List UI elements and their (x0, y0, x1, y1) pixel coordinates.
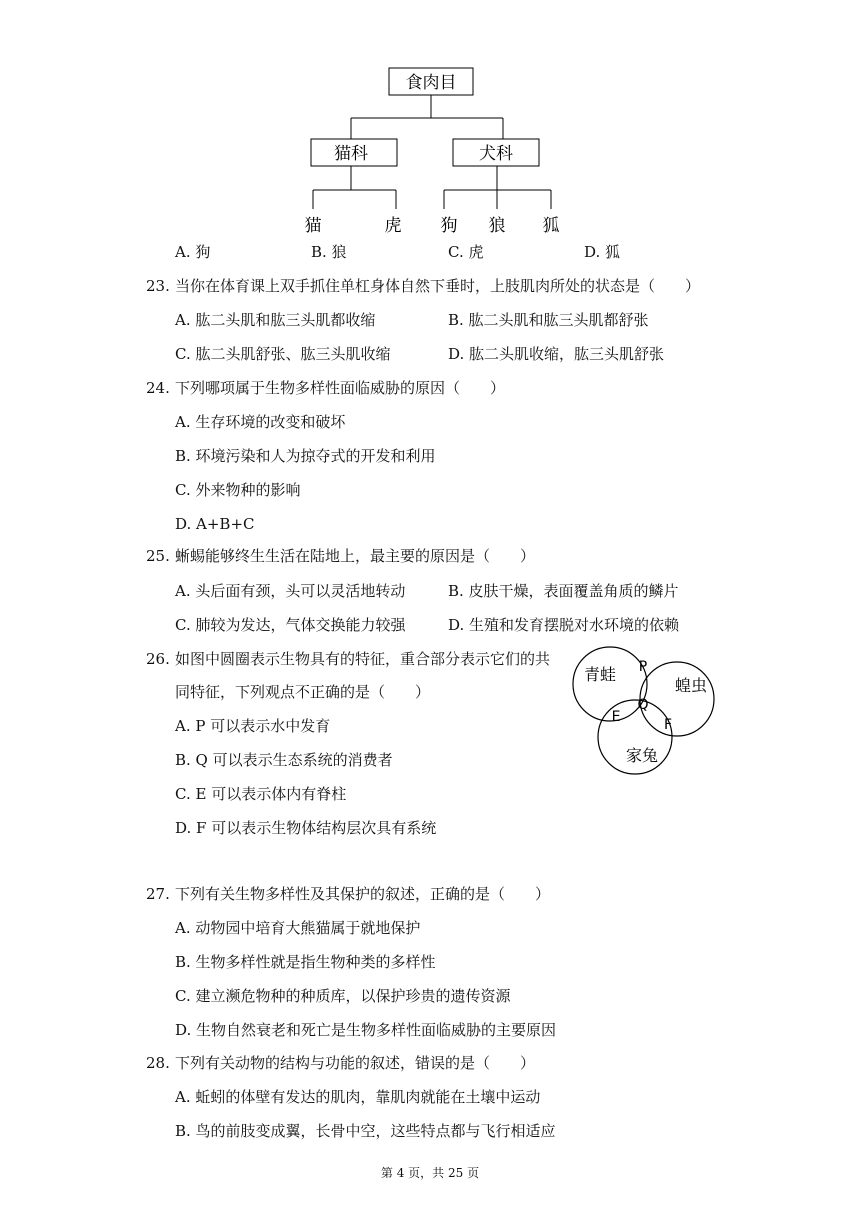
q25-stem: 蜥蜴能够终生生活在陆地上，最主要的原因是（ ） (175, 547, 536, 565)
q23-option-c: C. 肱二头肌舒张、肱三头肌收缩 (175, 345, 391, 363)
q25-option-c: C. 肺较为发达，气体交换能力较强 (175, 616, 406, 634)
q24-stem: 下列哪项属于生物多样性面临威胁的原因（ ） (175, 379, 506, 397)
q24-option-a: A. 生存环境的改变和破坏 (175, 413, 346, 431)
tree-leaf-fox: 狐 (542, 216, 560, 236)
q26-stem-line1: 如图中圆圈表示生物具有的特征，重合部分表示它们的共 (175, 650, 551, 668)
q26-option-a: A. P 可以表示水中发育 (175, 717, 331, 735)
venn-label-rabbit: 家兔 (625, 746, 659, 765)
tree-svg (0, 0, 860, 245)
q24-option-c: C. 外来物种的影响 (175, 481, 301, 499)
tree-leaf-dog: 狗 (440, 216, 458, 236)
tree-root-label: 食肉目 (405, 73, 457, 93)
q27-stem: 下列有关生物多样性及其保护的叙述，正确的是（ ） (175, 885, 551, 903)
q27-option-a: A. 动物园中培育大熊猫属于就地保护 (175, 919, 421, 937)
page-footer: 第 4 页，共 25 页 (380, 1166, 480, 1180)
q22-option-c: C. 虎 (448, 243, 484, 261)
q28-option-a: A. 蚯蚓的体壁有发达的肌肉，靠肌肉就能在土壤中运动 (175, 1088, 541, 1106)
q24-option-b: B. 环境污染和人为掠夺式的开发和利用 (175, 447, 436, 465)
q27-option-b: B. 生物多样性就是指生物种类的多样性 (175, 953, 436, 971)
q24-option-d: D. A+B+C (175, 515, 255, 533)
q27-option-c: C. 建立濒危物种的种质库，以保护珍贵的遗传资源 (175, 987, 511, 1005)
tree-family-dog-label: 犬科 (479, 144, 513, 164)
q23-option-d: D. 肱二头肌收缩，肱三头肌舒张 (448, 345, 665, 363)
venn-circle-locust (640, 662, 714, 736)
q23-number: 23. (146, 277, 170, 295)
q28-option-b: B. 鸟的前肢变成翼，长骨中空，这些特点都与飞行相适应 (175, 1122, 556, 1140)
q26-option-d: D. F 可以表示生物体结构层次具有系统 (175, 819, 437, 837)
q28-number: 28. (146, 1054, 170, 1072)
q25-option-d: D. 生殖和发育摆脱对水环境的依赖 (448, 616, 680, 634)
q27-option-d: D. 生物自然衰老和死亡是生物多样性面临威胁的主要原因 (175, 1021, 557, 1039)
q26-stem-line2: 同特征，下列观点不正确的是（ ） (175, 683, 431, 701)
q25-number: 25. (146, 547, 170, 565)
q22-option-b: B. 狼 (311, 243, 347, 261)
tree-leaf-tiger: 虎 (384, 216, 402, 236)
q26-number: 26. (146, 650, 170, 668)
tree-family-cat-label: 猫科 (334, 144, 368, 164)
venn-region-e: E (611, 709, 621, 725)
venn-region-p: P (638, 659, 648, 675)
venn-diagram (560, 640, 730, 785)
q25-option-b: B. 皮肤干燥，表面覆盖角质的鳞片 (448, 582, 679, 600)
tree-leaf-wolf: 狼 (488, 216, 506, 236)
q25-option-a: A. 头后面有颈，头可以灵活地转动 (175, 582, 406, 600)
venn-region-f: F (663, 717, 673, 733)
q22-option-d: D. 狐 (584, 243, 621, 261)
q23-option-a: A. 肱二头肌和肱三头肌都收缩 (175, 311, 376, 329)
venn-region-q: Q (637, 697, 649, 713)
q22-option-a: A. 狗 (175, 243, 211, 261)
q26-option-c: C. E 可以表示体内有脊柱 (175, 785, 347, 803)
q28-stem: 下列有关动物的结构与功能的叙述，错误的是（ ） (175, 1054, 536, 1072)
q23-option-b: B. 肱二头肌和肱三头肌都舒张 (448, 311, 649, 329)
q26-option-b: B. Q 可以表示生态系统的消费者 (175, 751, 393, 769)
tree-leaf-cat: 猫 (304, 216, 322, 236)
q27-number: 27. (146, 885, 170, 903)
q23-stem: 当你在体育课上双手抓住单杠身体自然下垂时，上肢肌肉所处的状态是（ ） (175, 277, 701, 295)
venn-label-locust: 蝗虫 (674, 676, 708, 695)
venn-label-frog: 青蛙 (583, 665, 617, 684)
q24-number: 24. (146, 379, 170, 397)
